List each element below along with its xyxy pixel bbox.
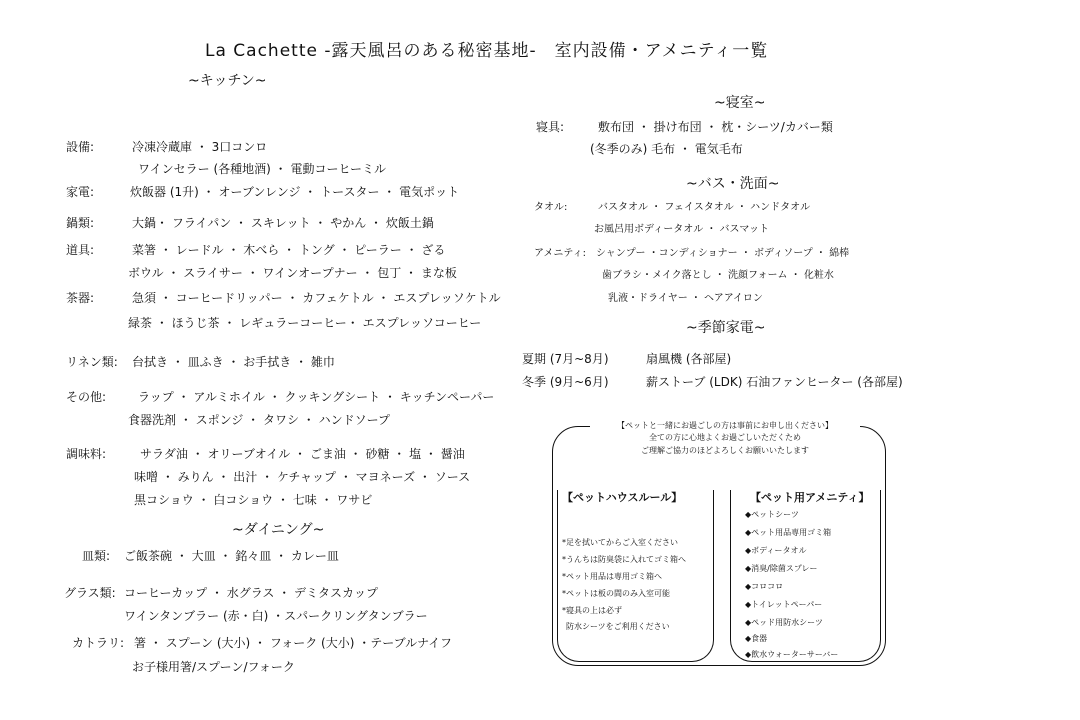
row-line: シャンプー ・コンディショナー ・ ボディソープ ・ 綿棒 — [596, 248, 850, 259]
row-line: 歯ブラシ・メイク落とし ・ 洗顔フォーム ・ 化粧水 — [602, 270, 834, 281]
dining-row-glasses — [64, 584, 504, 624]
row-line: 急須 ・ コーヒードリッパー ・ カフェケトル ・ エスプレッソケトル — [132, 291, 501, 305]
kitchen-row-linen — [66, 353, 506, 371]
row-line: 味噌 ・ みりん ・ 出汁 ・ ケチャップ ・ マヨネーズ ・ ソース — [134, 470, 471, 484]
row-label: リネン類: — [66, 355, 118, 369]
pet-amenity-item: ◆飲水ウォーターサーバー — [745, 650, 839, 659]
bath-heading: ~バス・洗面~ — [686, 176, 780, 192]
bedroom-row-bedding — [536, 118, 936, 158]
row-line: ご飯茶碗 ・ 大皿 ・ 銘々皿 ・ カレー皿 — [124, 549, 339, 563]
row-line: 台拭き ・ 皿ふき ・ お手拭き ・ 雑巾 — [132, 355, 335, 369]
row-label: 寝具: — [536, 120, 565, 134]
pet-amenity-item: ◆ペットシーツ — [745, 510, 799, 519]
row-label: 道具: — [66, 243, 95, 257]
pet-rule-item: *ペットは板の間のみ入室可能 — [562, 589, 670, 598]
kitchen-row-tea — [66, 289, 506, 329]
row-line: 菜箸 ・ レードル ・ 木べら ・ トング ・ ピーラー ・ ざる — [132, 243, 446, 257]
row-line: 敷布団 ・ 掛け布団 ・ 枕・シーツ/カバー類 — [598, 120, 833, 134]
row-line: コーヒーカップ ・ 水グラス ・ デミタスカップ — [124, 586, 378, 600]
dining-row-plates — [82, 547, 502, 565]
page-title: La Cachette -露天風呂のある秘密基地- 室内設備・アメニティ一覧 — [205, 41, 769, 61]
season-items: 薪ストーブ (LDK) 石油ファンヒーター (各部屋) — [646, 375, 903, 389]
dining-heading: ~ダイニング~ — [232, 522, 325, 538]
kitchen-heading: ~キッチン~ — [188, 73, 267, 89]
row-line: バスタオル ・ フェイスタオル ・ ハンドタオル — [598, 202, 811, 213]
row-line: 炊飯器 (1升) ・ オーブンレンジ ・ トースター ・ 電気ポット — [130, 185, 460, 199]
row-line: 箸 ・ スプーン (大小) ・ フォーク (大小) ・テーブルナイフ — [134, 636, 452, 650]
pet-rules-title: 【ペットハウスルール】 — [562, 491, 683, 504]
row-label: グラス類: — [64, 586, 116, 600]
pet-amenity-item: ◆トイレットペーパー — [745, 600, 823, 609]
row-line: サラダ油 ・ オリーブオイル ・ ごま油 ・ 砂糖 ・ 塩 ・ 醤油 — [140, 447, 465, 461]
seasonal-row-summer — [522, 350, 942, 368]
row-label: 皿類: — [82, 549, 111, 563]
row-line: (冬季のみ) 毛布 ・ 電気毛布 — [590, 142, 743, 156]
bath-row-towels — [534, 198, 934, 234]
kitchen-row-other — [66, 388, 506, 428]
row-label: 家電: — [66, 185, 95, 199]
kitchen-row-tools — [66, 241, 506, 281]
row-line: ワインタンブラー (赤・白) ・スパークリングタンブラー — [124, 609, 428, 623]
kitchen-row-seasonings — [66, 445, 506, 507]
row-line: 食器洗剤 ・ スポンジ ・ タワシ ・ ハンドソープ — [128, 413, 390, 427]
seasonal-heading: ~季節家電~ — [686, 320, 766, 336]
pet-amenity-item: ◆ペット用品専用ゴミ箱 — [745, 528, 832, 537]
dining-row-cutlery — [72, 634, 512, 674]
row-line: ラップ ・ アルミホイル ・ クッキングシート ・ キッチンペーパー — [138, 390, 495, 404]
pet-rule-item: *足を拭いてからご入室ください — [562, 538, 678, 547]
pet-amenity-item: ◆消臭/除菌スプレー — [745, 564, 818, 573]
pet-rule-item: 防水シーツをご利用ください — [566, 622, 670, 631]
row-line: 乳液・ドライヤー ・ ヘアアイロン — [608, 293, 763, 304]
row-label: 調味料: — [66, 447, 107, 461]
row-label: アメニティ: — [534, 248, 586, 259]
row-line: 大鍋・ フライパン ・ スキレット ・ やかん ・ 炊飯土鍋 — [132, 216, 434, 230]
row-label: タオル: — [534, 202, 568, 213]
pet-rule-item: *うんちは防臭袋に入れてゴミ箱へ — [562, 555, 686, 564]
pet-notice-line: ご理解ご協力のほどよろしくお願いいたします — [641, 445, 809, 455]
row-label: カトラリ: — [72, 636, 125, 650]
bath-row-amenities — [534, 244, 934, 304]
row-label: 鍋類: — [66, 216, 95, 230]
row-line: 緑茶 ・ ほうじ茶 ・ レギュラーコーヒー・ エスプレッソコーヒー — [128, 316, 482, 330]
row-line: お子様用箸/スプーン/フォーク — [132, 660, 295, 674]
season-period: 冬季 (9月~6月) — [522, 375, 609, 389]
row-line: 黒コショウ ・ 白コショウ ・ 七味 ・ ワサビ — [134, 493, 373, 507]
row-label: その他: — [66, 390, 107, 404]
row-label: 茶器: — [66, 291, 95, 305]
row-line: ワインセラー (各種地酒) ・ 電動コーヒーミル — [138, 162, 386, 176]
kitchen-row-pots — [66, 214, 506, 232]
kitchen-row-appliances — [66, 183, 506, 201]
pet-notice-line: 全ての方に心地よくお過ごしいただくため — [649, 433, 801, 443]
pet-amenity-item: ◆ボディータオル — [745, 546, 807, 555]
pet-rule-item: *寝具の上は必ず — [562, 606, 622, 615]
pet-amenity-title: 【ペット用アメニティ】 — [750, 491, 870, 504]
pet-amenity-item: ◆コロコロ — [745, 582, 784, 591]
row-line: ボウル ・ スライサー ・ ワインオープナー ・ 包丁 ・ まな板 — [128, 266, 457, 280]
kitchen-row-equipment — [66, 138, 506, 178]
row-line: 冷凍冷蔵庫 ・ 3口コンロ — [132, 140, 268, 154]
pet-amenity-item: ◆食器 — [745, 634, 768, 643]
pet-notice-line: 【ペットと一緒にお過ごしの方は事前にお申し出ください】 — [617, 421, 833, 430]
bedroom-heading: ~寝室~ — [714, 95, 766, 111]
season-items: 扇風機 (各部屋) — [646, 352, 732, 366]
pet-amenity-item: ◆ペッド用防水シーツ — [745, 618, 823, 627]
seasonal-row-winter — [522, 373, 942, 391]
row-label: 設備: — [66, 140, 95, 154]
pet-rule-item: *ペット用品は専用ゴミ箱へ — [562, 572, 662, 581]
row-line: お風呂用ボディータオル ・ バスマット — [594, 224, 769, 235]
pet-notice — [590, 420, 860, 457]
season-period: 夏期 (7月~8月) — [522, 352, 609, 366]
